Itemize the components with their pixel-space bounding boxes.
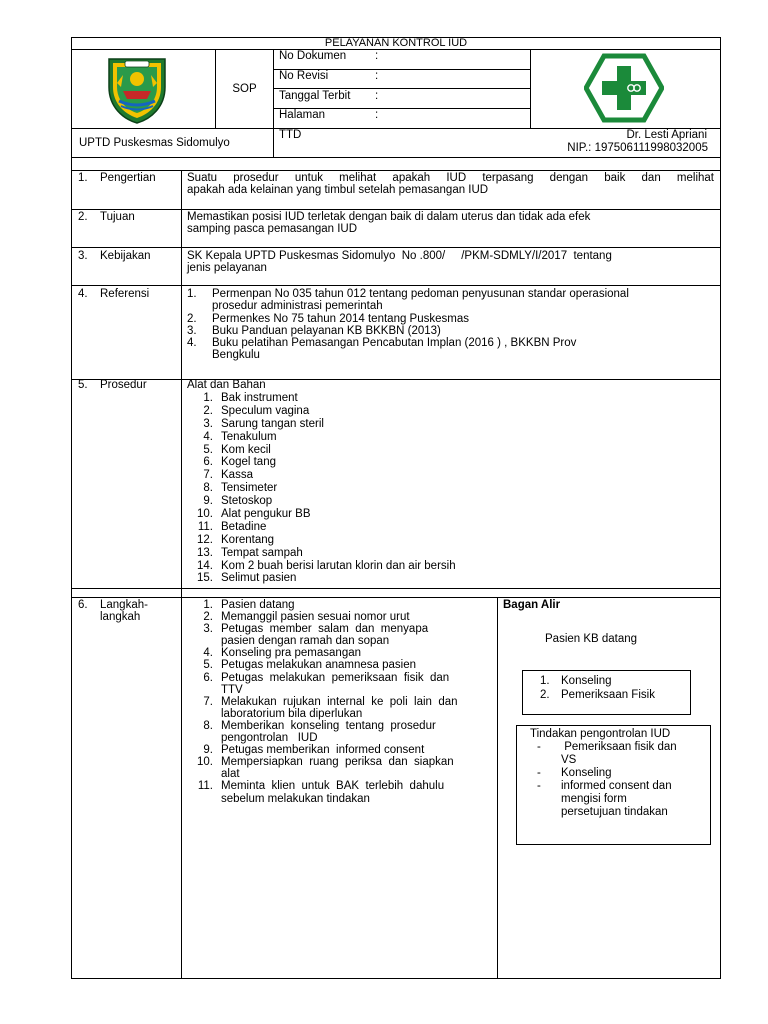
signatory-name: Dr. Lesti Apriani (626, 129, 707, 141)
ttd-label: TTD (279, 129, 302, 141)
section-number: 6. (78, 599, 88, 611)
list-item: 13. Tempat sampah (197, 546, 303, 559)
section-number: 2. (78, 211, 88, 223)
section-label-langkah: Langkah- (100, 599, 148, 611)
list-item: 1. Konseling (540, 675, 612, 687)
document-title: PELAYANAN KONTROL IUD (324, 37, 468, 49)
section-label-referensi: Referensi (100, 288, 150, 300)
list-item: 14. Kom 2 buah berisi larutan klorin dan air bersih (197, 559, 456, 572)
flowchart-box-tindakan: Tindakan pengontrolan IUD - Pemeriksaan fisik dan VS - Konseling - informed consent dan mengisi form persetujuan tindakan (516, 725, 711, 845)
list-item: 3. Petugas member salam dan menyapa pasien dengan ramah dan sopan (203, 623, 429, 648)
list-item: 2. Speculum vagina (203, 404, 310, 417)
list-item: 5. Kom kecil (203, 443, 271, 456)
list-item: 15. Selimut pasien (197, 572, 297, 585)
list-item: 7. Melakukan rujukan internal ke poli lain dan laboratorium bila diperlukan (203, 695, 458, 720)
list-item: 2. Permenkes No 75 tahun 2014 tentang Puskesmas (187, 312, 469, 325)
list-item: 7. Kassa (203, 469, 253, 482)
section-number: 1. (78, 172, 88, 184)
steps-list (195, 599, 491, 805)
list-item: 8. Memberikan konseling tentang prosedur pengontrolan IUD (203, 719, 436, 745)
unit-name: UPTD Puskesmas Sidomulyo (79, 137, 230, 149)
doc-field-issue-date: Tanggal Terbit : (279, 90, 379, 102)
list-item: 2. Pemeriksaan Fisik (540, 689, 655, 701)
list-item: 12. Korentang (197, 533, 275, 546)
list-item: 4. Konseling pra pemasangan (203, 647, 362, 660)
list-item: 9. Petugas memberikan informed consent (203, 744, 425, 757)
section-label-tujuan: Tujuan (100, 211, 135, 223)
list-item: 8. Tensimeter (203, 482, 278, 495)
flowchart-box-title: Tindakan pengontrolan IUD (530, 728, 671, 740)
list-item: 10. Mempersiapkan ruang periksa dan siapkan alat (197, 756, 454, 781)
flowchart-box-konseling (522, 670, 691, 715)
doc-field-revision: No Revisi : (279, 70, 379, 82)
section-label-kebijakan: Kebijakan (100, 250, 151, 262)
list-item: 3. Buku Panduan pelayanan KB BKKBN (2013) (187, 324, 441, 337)
list-item: 4. Buku pelatihan Pemasangan Pencabutan Implan (2016 ) , BKKBN Prov Bengkulu (187, 337, 577, 362)
sop-label: SOP (232, 83, 257, 95)
list-item: 6. Petugas melakukan pemeriksaan fisik dan TTV (203, 671, 450, 696)
list-item: 1. Permenpan No 035 tahun 012 tentang pedoman penyusunan standar operasional prosedur administrasi pemerintah (187, 288, 629, 313)
list-item: 11. Betadine (197, 520, 267, 533)
list-item: 3. Sarung tangan steril (203, 417, 324, 430)
section-number: 3. (78, 250, 88, 262)
flowchart-start: Pasien KB datang (545, 633, 638, 645)
prosedur-heading: Alat dan Bahan (187, 379, 266, 391)
referensi-list (187, 288, 717, 362)
tujuan-text: Memastikan posisi IUD terletak dengan baik di dalam uterus dan tidak ada efek samping pasca pemasangan IUD (187, 211, 591, 236)
list-item: 10. Alat pengukur BB (197, 508, 311, 521)
doc-field-page: Halaman : (279, 109, 379, 121)
list-item: 4. Tenakulum (203, 430, 277, 443)
list-item: 6. Kogel tang (203, 456, 276, 469)
regional-emblem-icon (101, 53, 173, 125)
section-number: 5. (78, 379, 88, 391)
list-item: 11. Meminta klien untuk BAK terlebih dahulu sebelum melakukan tindakan (197, 780, 445, 805)
section-label-pengertian: Pengertian (100, 172, 156, 184)
pengertian-text: Suatu prosedur untuk melihat apakah IUD terpasang dengan baik dan melihat apakah ada kelainan yang timbul setelah pemasangan IUD (187, 172, 714, 197)
list-item: 1. Pasien datang (203, 599, 295, 611)
section-label-langkah-2: langkah (100, 611, 141, 623)
equipment-list (195, 392, 595, 585)
list-item: 9. Stetoskop (203, 495, 273, 508)
health-cross-logo-icon (584, 52, 664, 124)
signatory-nip: NIP.: 197506111998032005 (567, 142, 708, 154)
list-item: 2. Memanggil pasien sesuai nomor urut (203, 611, 410, 624)
flowchart-title: Bagan Alir (503, 599, 561, 611)
kebijakan-text: SK Kepala UPTD Puskesmas Sidomulyo No .800/ /PKM-SDMLY/I/2017 tentang jenis pelayanan (187, 250, 612, 275)
doc-field-number: No Dokumen : (279, 50, 379, 62)
section-number: 4. (78, 288, 88, 300)
section-label-prosedur: Prosedur (100, 379, 147, 391)
list-item: 5. Petugas melakukan anamnesa pasien (203, 659, 416, 672)
list-item: 1. Bak instrument (203, 392, 298, 404)
